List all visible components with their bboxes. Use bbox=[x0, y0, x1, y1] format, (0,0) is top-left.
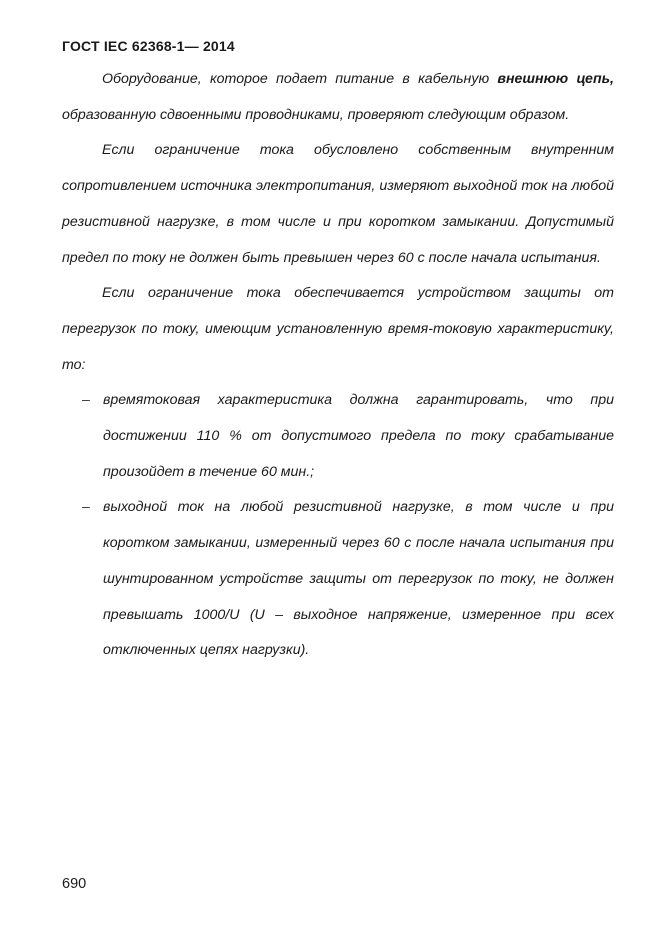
list-item bbox=[62, 490, 614, 669]
document-body bbox=[62, 62, 614, 669]
list-item bbox=[62, 383, 614, 490]
dash-bullet: – bbox=[82, 392, 90, 409]
list-item-text: времятоковая характеристика должна гарантировать, что при достижении 110 % от допустимого предела по току срабатывание произойдет в течение 60 мин.; bbox=[103, 392, 614, 480]
dash-bullet: – bbox=[82, 499, 90, 516]
paragraph-2: Если ограничение тока обусловлено собственным внутренним сопротивлением источника электропитания, измеряют выходной ток на любой резистивной нагрузке, в том числе и при коротком замыкании. Допустимый предел по току не должен быть превышен через 60 с после начала испытания. bbox=[62, 142, 614, 266]
document-header: ГОСТ IEC 62368-1— 2014 bbox=[62, 38, 235, 54]
requirements-list bbox=[62, 383, 614, 669]
list-item-text: выходной ток на любой резистивной нагрузке, в том числе и при коротком замыкании, измеренный через 60 с после начала испытания при шунтированном устройстве защиты от перегрузок по току, не должен превышать 1000/U (U – выходное напряжение, измеренное при всех отключенных цепях нагрузки). bbox=[103, 499, 614, 659]
page-number: 690 bbox=[62, 876, 87, 892]
defined-term-external-circuit: внешнюю цепь, bbox=[497, 71, 614, 87]
paragraph-1 bbox=[62, 62, 614, 133]
paragraph-1-text-b: образованную сдвоенными проводниками, проверяют следующим образом. bbox=[62, 106, 570, 123]
paragraph-3: Если ограничение тока обеспечивается устройством защиты от перегрузок по току, имеющим установленную время-токовую характеристику, то: bbox=[62, 285, 614, 373]
paragraph-1-text-a: Оборудование, которое подает питание в кабельную bbox=[102, 71, 498, 87]
